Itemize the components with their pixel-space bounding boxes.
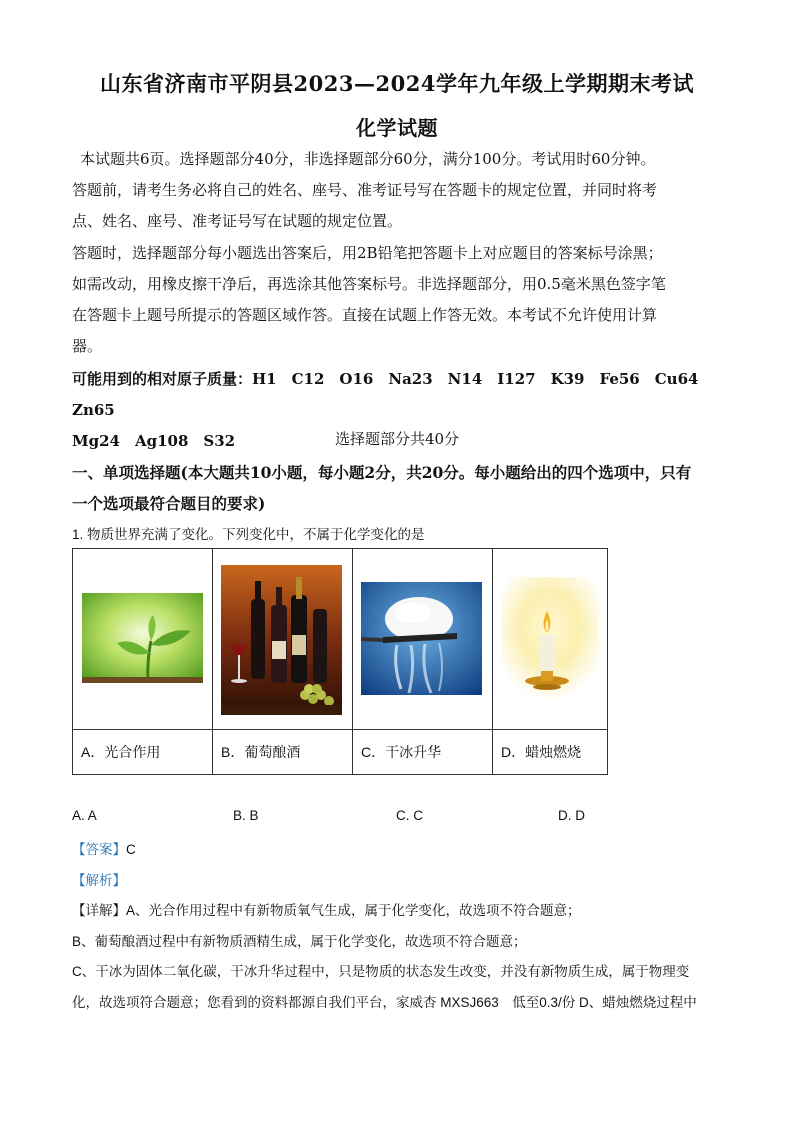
detail-line: B、葡萄酿酒过程中有新物质酒精生成，属于化学变化，故选项不符合题意； (72, 933, 527, 949)
question-stem: 1. 物质世界充满了变化。下列变化中，不属于化学变化的是 (72, 527, 425, 542)
answer-tag: 【答案】 (72, 842, 126, 857)
choice-a: A. A (72, 808, 97, 823)
part-one-heading (72, 457, 727, 519)
page-subtitle: 化学试题 (356, 116, 438, 140)
detail-line: C、干冰为固体二氧化碳，干冰升华过程中，只是物质的状态发生改变，并没有新物质生成，属于物理变 (72, 964, 690, 979)
option-a-image-cell (73, 549, 213, 730)
instruction-line: 在答题卡上题号所提示的答题区域作答。直接在试题上作答无效。本考试不允许使用计算 (72, 306, 658, 324)
exam-instructions (72, 144, 722, 237)
options-table (72, 548, 608, 775)
choice-d: D. D (558, 808, 585, 823)
detail-tag: 【详解】 (72, 903, 126, 918)
option-b-label: B．葡萄酿酒 (213, 730, 353, 775)
option-c-image-cell (353, 549, 493, 730)
analysis-line (72, 869, 126, 889)
instruction-line: 本试题共6页。选择题部分40分，非选择题部分60分，满分100分。考试用时60分钟。 (80, 150, 656, 168)
part-one-line: 一、单项选择题(本大题共10小题，每小题2分，共20分。每小题给出的四个选项中，只有 (72, 463, 692, 482)
option-c-label: C．干冰升华 (353, 730, 493, 775)
candle-image (493, 549, 607, 724)
answer-value: C (126, 842, 136, 857)
answer-instructions (72, 238, 722, 362)
option-d-label: D．蜡烛燃烧 (493, 730, 608, 775)
option-d-image-cell (493, 549, 608, 730)
instruction-line: 答题时，选择题部分每小题选出答案后，用2B铅笔把答题卡上对应题目的答案标号涂黑； (72, 244, 663, 262)
instruction-line: 器。 (72, 337, 103, 355)
dry-ice-image (353, 549, 492, 724)
detail-explanation (72, 896, 727, 1018)
detail-line: 【详解】A、光合作用过程中有新物质氧气生成，属于化学变化，故选项不符合题意； (72, 903, 581, 918)
atomic-mass-line: Mg24 Ag108 S32 (72, 432, 236, 450)
atomic-mass-line: 可能用到的相对原子质量：H1 C12 O16 Na23 N14 I127 K39 Fe56 Cu64 Zn65 (72, 370, 714, 419)
option-b-image-cell (213, 549, 353, 730)
choice-c: C. C (396, 808, 423, 823)
instruction-line: 答题前，请考生务必将自己的姓名、座号、准考证号写在答题卡的规定位置，并同时将考 (72, 181, 658, 199)
choice-b: B. B (233, 808, 259, 823)
option-a-label: A．光合作用 (73, 730, 213, 775)
instruction-line: 如需改动，用橡皮擦干净后，再选涂其他答案标号。非选择题部分，用0.5毫米黑色签字笔 (72, 275, 666, 293)
wine-bottles-image (213, 549, 352, 724)
detail-line: 化，故选项符合题意；您看到的资料都源自我们平台，家威杏 MXSJ663 低至0.3/份 D、蜡烛燃烧过程中 (72, 994, 697, 1010)
page-title: 山东省济南市平阴县2023—2024学年九年级上学期期末考试 (100, 71, 694, 96)
analysis-tag: 【解析】 (72, 873, 126, 888)
plant-sprout-image (73, 549, 212, 724)
section-heading: 选择题部分共40分 (334, 430, 460, 448)
instruction-line: 点、姓名、座号、准考证号写在试题的规定位置。 (72, 212, 403, 230)
answer-line (72, 838, 136, 858)
part-one-line: 一个选项最符合题目的要求) (72, 494, 266, 513)
